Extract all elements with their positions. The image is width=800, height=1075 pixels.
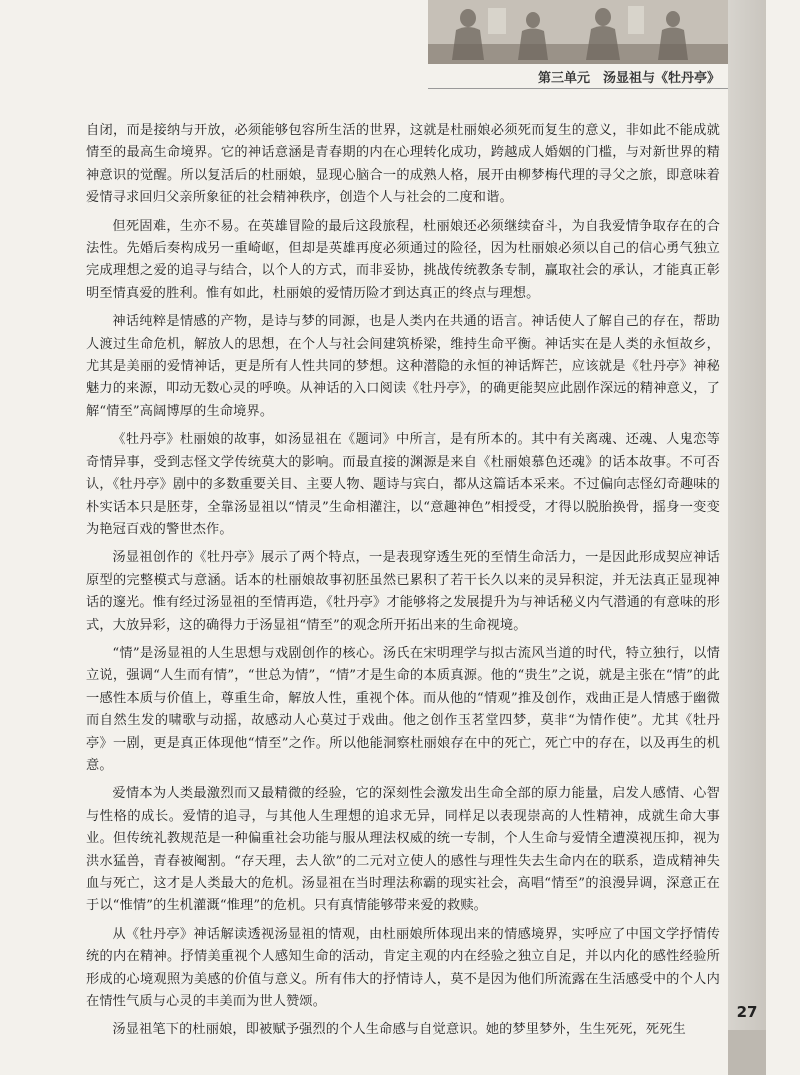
paragraph: 神话纯粹是情感的产物，是诗与梦的同源，也是人类内在共通的语言。神话使人了解自己的存在，帮助人渡过生命危机，解放人的思想，在个人与社会间建筑桥梁，维持生命平衡。神话实在是人类的永恒故乡，尤其是美丽的爱情神话，更是所有人性共同的梦想。这种潜隐的永恒的神话辉芒，应该就是《牡丹亭》神秘魅力的来源，叩动无数心灵的呼唤。从神话的入口阅读《牡丹亭》，的确更能契应此剧作深远的精神意义，了解“情至”高阔博厚的生命境界。 bbox=[86, 314, 720, 419]
paragraph: 汤显祖笔下的杜丽娘，即被赋予强烈的个人生命感与自觉意识。她的梦里梦外，生生死死，死死生 bbox=[112, 1022, 686, 1038]
faint-watermark: 〜 bbox=[434, 673, 493, 736]
header-rule bbox=[428, 88, 728, 89]
paragraph: 汤显祖创作的《牡丹亭》展示了两个特点，一是表现穿透生死的至情生命活力，一是因此形成契应神话原型的完整模式与意涵。话本的杜丽娘故事初胚虽然已累积了若干长久以来的灵异积淀，并无法真正显现神话的邃光。惟有经过汤显祖的至情再造，《牡丹亭》才能够将之发展提升为与神话秘义内气潜通的有意味的形式，大放异彩，这的确得力于汤显祖“情至”的观念所开拓出来的生命视境。 bbox=[86, 550, 720, 633]
page-number: 27 bbox=[736, 1003, 758, 1021]
paragraph: 自闭，而是接纳与开放，必须能够包容所生活的世界，这就是杜丽娘必须死而复生的意义，非如此不能成就情至的最高生命境界。它的神话意涵是青春期的内在心理转化成功，跨越成人婚姻的门槛，与对新世界的精神意识的觉醒。所以复活后的杜丽娘，显现心脑合一的成熟人格，展开由柳梦梅代理的寻父之旅，即意味着爱情寻求回归父亲所象征的社会精神秩序，创造个人与社会的二度和谐。 bbox=[86, 123, 720, 206]
page-body bbox=[86, 120, 720, 1048]
paragraph: 从《牡丹亭》神话解读透视汤显祖的情观，由杜丽娘所体现出来的情感境界，实呼应了中国文学抒情传统的内在精神。抒情美重视个人感知生命的活动，肯定主观的内在经验之独立自足，并以内化的感性经验所形成的心境观照为美感的价值与意义。所有伟大的抒情诗人，莫不是因为他们所流露在生活感受中的个人内在情性气质与心灵的丰美而为世人赞颂。 bbox=[86, 926, 720, 1010]
header-photo-art bbox=[428, 0, 728, 64]
paragraph: “情”是汤显祖的人生思想与戏剧创作的核心。汤氏在宋明理学与拟古流风当道的时代，特立独行，以情立说，强调“人生而有情”，“世总为情”，“情”才是生命的本质真源。他的“贵生”之说，就是主张在“情”的此一感性本质与价值上，尊重生命，解放人性，重视个体。而从他的“情观”推及创作，戏曲正是人情感于幽微而自然生发的啸歌与动摇，故感动人心莫过于戏曲。他之创作玉茗堂四梦，莫非“为情作使”。尤其《牡丹亭》一剧，更是真正体现他“情至”之作。所以他能洞察杜丽娘存在中的死亡，死亡中的存在，以及再生的机意。 bbox=[86, 645, 720, 773]
header-photo bbox=[428, 0, 728, 64]
paragraph: 爱情本为人类最激烈而又最精微的经验，它的深刻性会激发出生命全部的原力能量，启发人感情、心智与性格的成长。爱情的追寻，与其他人生理想的追求无异，同样足以表现崇高的人性精神，成就生命大事业。但传统礼教规范是一种偏重社会功能与服从理法权威的统一专制，个人生命与爱情全遭漠视压抑，视为洪水猛兽，青春被阉割。“存天理，去人欲”的二元对立使人的感性与理性失去生命内在的联系，造成精神失血与死亡，这才是人类最大的危机。汤显祖在当时理法称霸的现实社会，高唱“情至”的浪漫异调，深意正在于以“惟情”的生机灌溉“惟理”的危机。只有真情能够带来爱的救赎。 bbox=[86, 786, 720, 914]
paragraph: 《牡丹亭》杜丽娘的故事，如汤显祖在《题词》中所言，是有所本的。其中有关离魂、还魂、人鬼恋等奇情异事，受到志怪文学传统莫大的影响。而最直接的渊源是来自《杜丽娘慕色还魂》的话本故事。不可否认，《牡丹亭》剧中的多数重要关目、主要人物、题诗与宾白，都从这篇话本采来。不过偏向志怪幻奇趣味的朴实话本只是胚芽，全靠汤显祖以“情灵”生命相灌注，以“意趣神色”相授受，才得以脱胎换骨，摇身一变变为艳冠百戏的警世杰作。 bbox=[86, 432, 720, 537]
paragraph: 但死固难，生亦不易。在英雄冒险的最后这段旅程，杜丽娘还必须继续奋斗，为自我爱情争取存在的合法性。先婚后奏构成另一重崎岖，但却是英雄再度必须通过的险径，因为杜丽娘必须以自己的信心勇气独立完成理想之爱的追寻与结合，以个人的方式，而非妥协，挑战传统教条专制，赢取社会的承认，才能真正彰明至情真爱的胜利。惟有如此，杜丽娘的爱情历险才到达真正的终点与理想。 bbox=[86, 218, 720, 301]
bottom-tab-shade bbox=[728, 1030, 766, 1075]
running-header-title: 第三单元 汤显祖与《牡丹亭》 bbox=[537, 71, 720, 86]
right-margin-tab bbox=[728, 0, 766, 1075]
